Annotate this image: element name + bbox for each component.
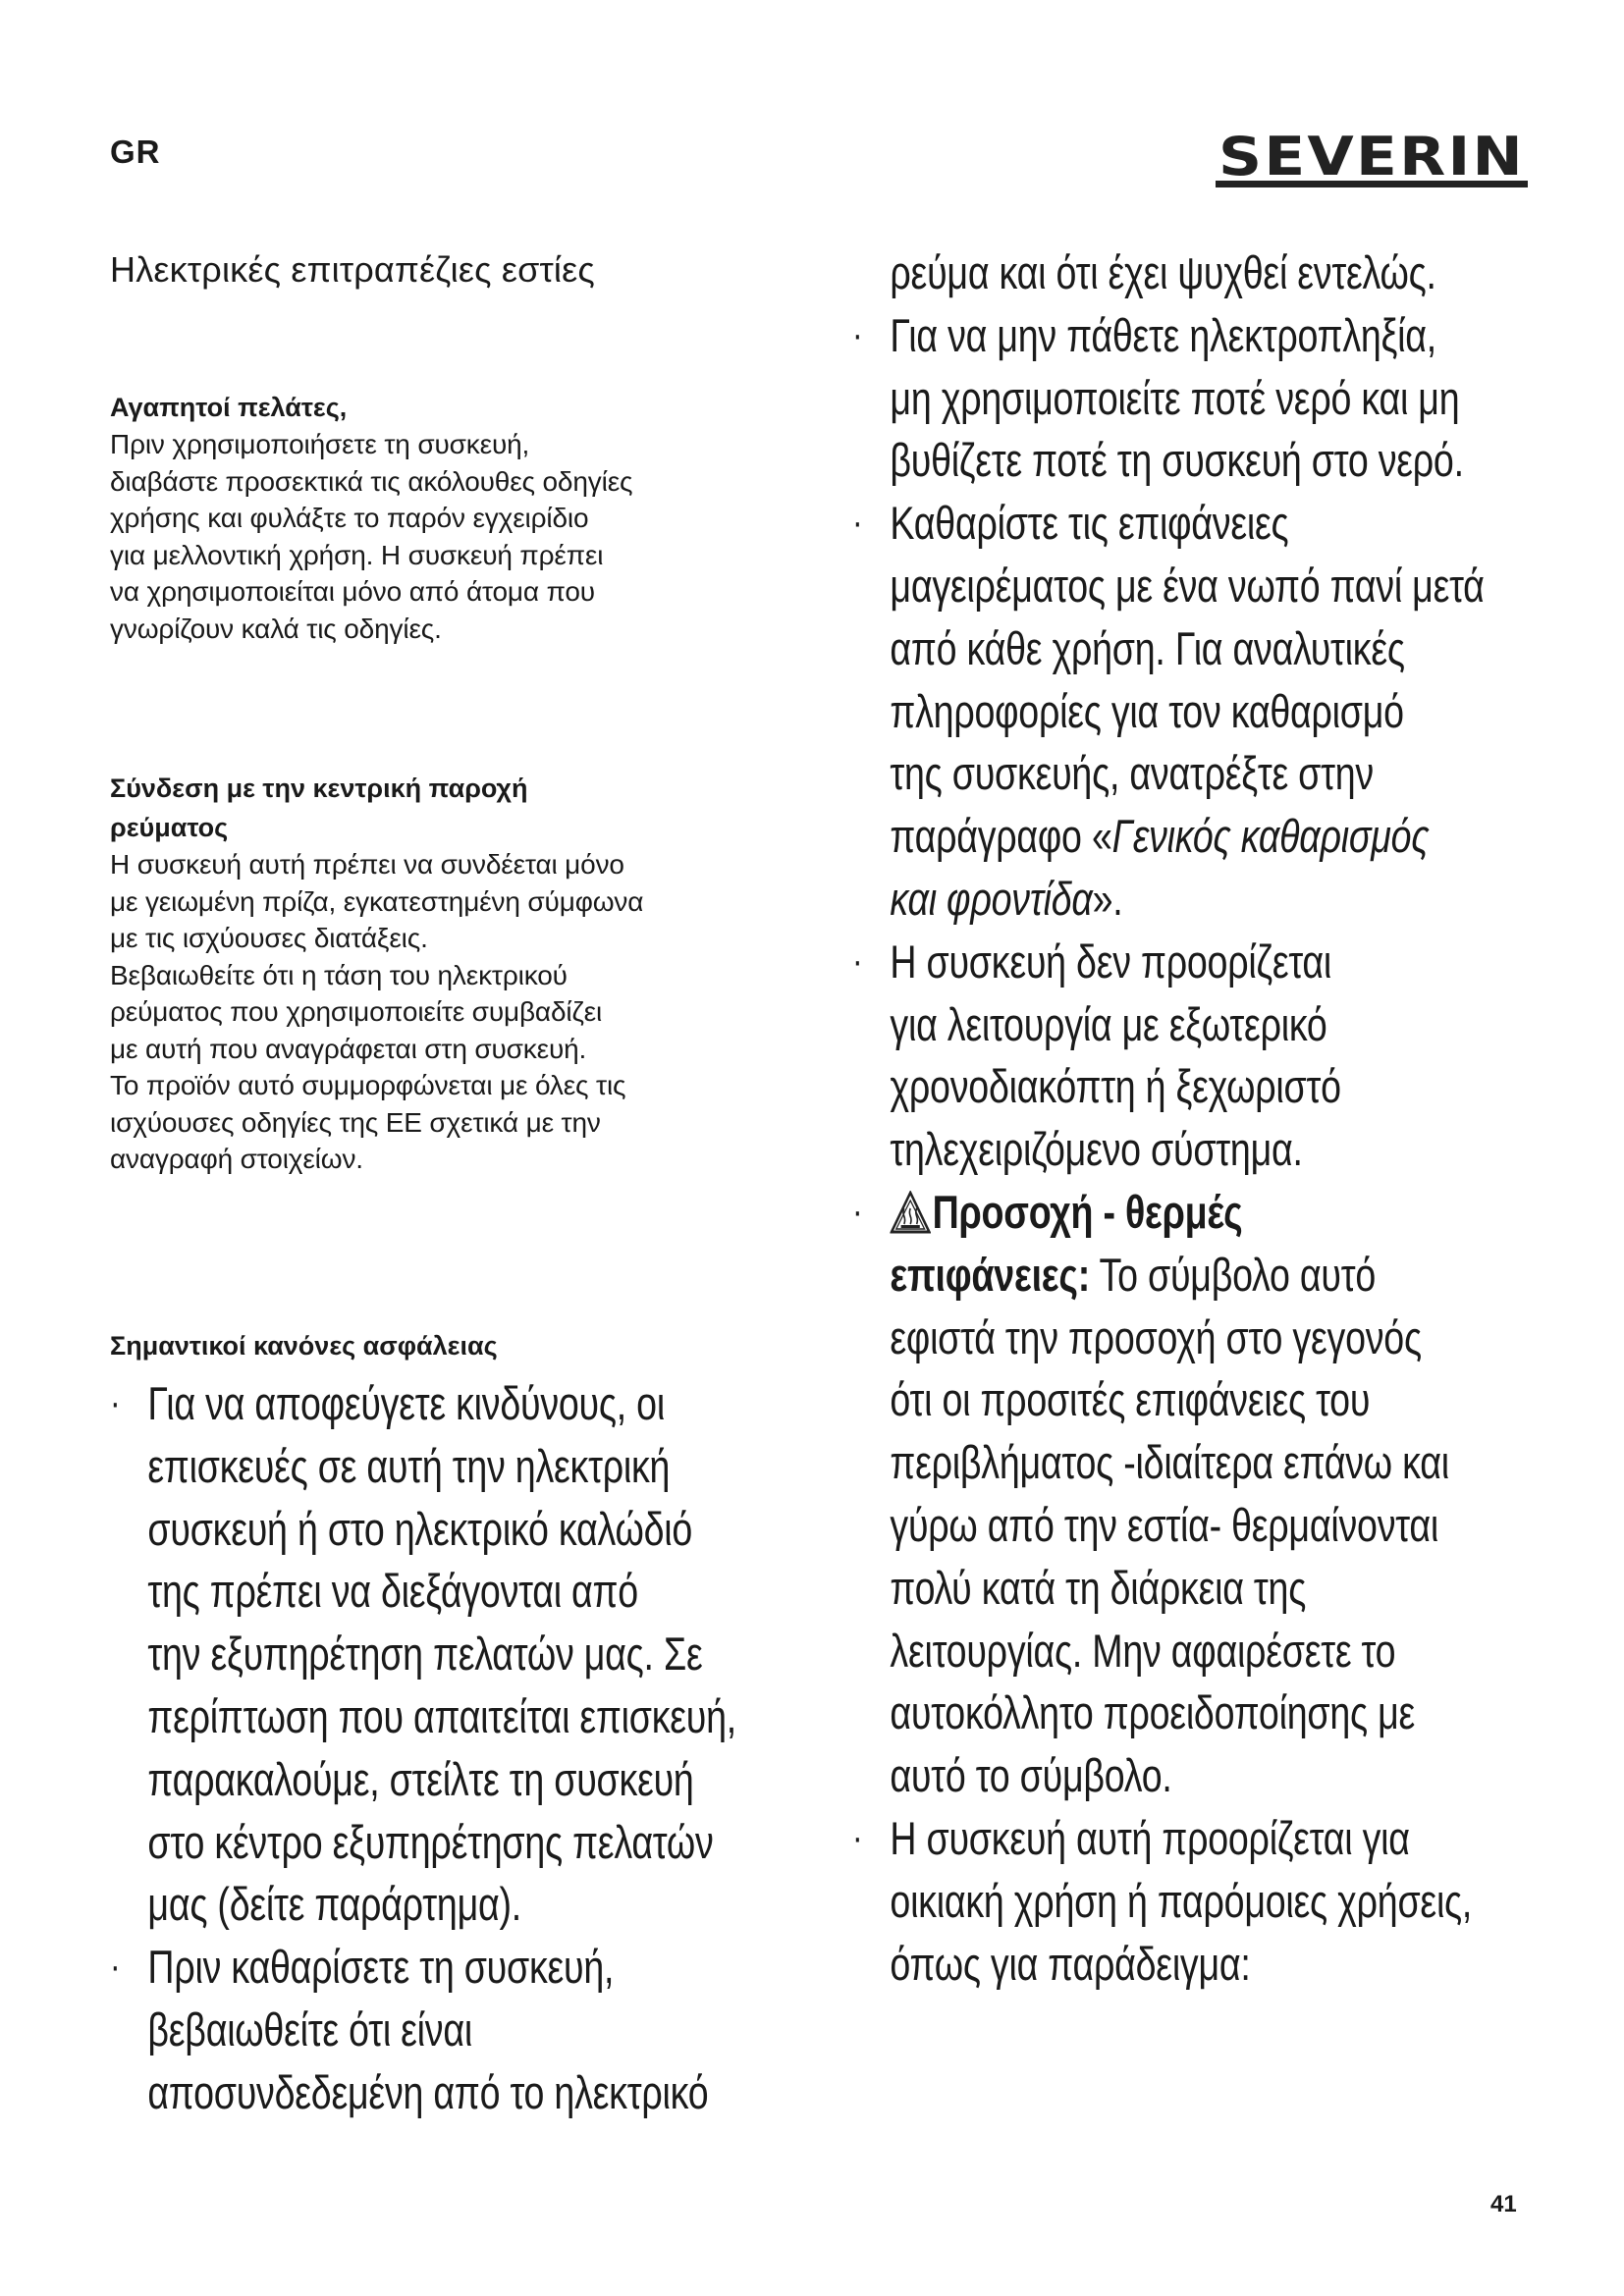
text-line: γύρω από την εστία- θερμαίνονται <box>890 1498 1438 1551</box>
bold-heading: Προσοχή - θερμές <box>932 1185 1243 1238</box>
page-number: 41 <box>1490 2191 1517 2217</box>
safety-bullets-left <box>110 1372 785 2124</box>
text-line <box>890 1181 1528 1244</box>
text-line: Πριν καθαρίσετε τη συσκευή, <box>147 1941 615 1994</box>
bullet-dot: · <box>852 1189 863 1233</box>
text-line: χρήσης και φυλάξτε το παρόν εγχειρίδιο <box>110 503 589 533</box>
bullet-item <box>852 1181 1528 1244</box>
text-line: περιβλήματος -ιδιαίτερα επάνω και <box>890 1436 1449 1489</box>
text-line: Το προϊόν αυτό συμμορφώνεται με όλες τις <box>110 1070 626 1100</box>
text-line: γνωρίζουν καλά τις οδηγίες. <box>110 613 442 644</box>
text-line: αυτό το σύμβολο. <box>890 1749 1172 1802</box>
language-code: GR <box>110 133 161 170</box>
text-line: μαγειρέματος με ένα νωπό πανί μετά <box>890 559 1485 612</box>
bullet-dot: · <box>852 312 863 356</box>
text-line: βεβαιωθείτε ότι είναι <box>147 2002 472 2056</box>
text-line: Η συσκευή δεν προορίζεται <box>890 934 1332 988</box>
text-line: πληροφορίες για τον καθαρισμό <box>890 684 1404 737</box>
connection-section <box>110 766 797 1178</box>
text-line: βυθίζετε ποτέ τη συσκευή στο νερό. <box>890 434 1464 487</box>
text-line <box>852 1244 1528 1307</box>
text-line: Η συσκευή αυτή πρέπει να συνδέεται μόνο <box>110 849 624 880</box>
text-line: διαβάστε προσεκτικά τις ακόλουθες οδηγίες <box>110 465 633 497</box>
bullet-item <box>852 304 1528 367</box>
text-line: την εξυπηρέτηση πελατών μας. Σε <box>147 1628 703 1681</box>
text-line <box>852 805 1528 868</box>
greeting-section <box>110 389 797 647</box>
text-line: όπως για παράδειγμα: <box>890 1937 1251 1990</box>
text-line: με αυτή που αναγράφεται στη συσκευή. <box>110 1033 587 1064</box>
bullet-dot: · <box>110 1945 121 1989</box>
text-line: μας (δείτε παράρτημα). <box>147 1878 521 1931</box>
bullet-dot: · <box>852 1815 863 1859</box>
text-line: παρακαλούμε, στείλτε τη συσκευή <box>147 1752 694 1805</box>
text-line: πολύ κατά τη διάρκεια της <box>890 1561 1307 1614</box>
text-line: Βεβαιωθείτε ότι η τάση του ηλεκτρικού <box>110 959 568 990</box>
bullet-item <box>852 492 1528 555</box>
greeting-text <box>110 426 797 647</box>
text-line: για λειτουργία με εξωτερικό <box>890 997 1327 1050</box>
severin-logo <box>1216 124 1528 194</box>
text-line: λειτουργίας. Μην αφαιρέσετε το <box>890 1624 1396 1677</box>
italic-reference: και φροντίδα <box>890 872 1093 925</box>
text-line: μη χρησιμοποιείτε ποτέ νερό και μη <box>890 371 1460 424</box>
safety-bullets-right <box>852 241 1528 1995</box>
text-line: με γειωμένη πρίζα, εγκατεστημένη σύμφωνα <box>110 885 644 917</box>
bullet-dot: · <box>852 938 863 983</box>
bold-heading: επιφάνειες: <box>890 1248 1090 1301</box>
text-line: για μελλοντική χρήση. Η συσκευή πρέπει <box>110 539 604 570</box>
text-line: αυτοκόλλητο προειδοποίησης με <box>890 1686 1416 1739</box>
text-fragment: παράγραφο « <box>890 810 1112 863</box>
bullet-dot: · <box>110 1381 121 1424</box>
text-line: ρεύμα και ότι έχει ψυχθεί εντελώς. <box>890 246 1436 298</box>
heading-line: Σύνδεση με την κεντρική παροχή <box>110 774 528 803</box>
text-line: Πριν χρησιμοποιήσετε τη συσκευή, <box>110 429 530 459</box>
text-line: στο κέντρο εξυπηρέτησης πελατών <box>147 1815 714 1868</box>
text-line: της πρέπει να διεξάγονται από <box>147 1565 638 1618</box>
greeting-heading: Αγαπητοί πελάτες, <box>110 393 348 422</box>
text-line: Για να μην πάθετε ηλεκτροπληξία, <box>890 308 1436 361</box>
page-title: Ηλεκτρικές επιτραπέζιες εστίες <box>110 249 595 290</box>
text-line: εφιστά την προσοχή στο γεγονός <box>890 1310 1422 1363</box>
text-line: να χρησιμοποιείται μόνο από άτομα που <box>110 576 595 607</box>
heading-line: ρεύματος <box>110 813 229 842</box>
text-fragment: Το σύμβολο αυτό <box>1089 1248 1377 1301</box>
bullet-item <box>852 1807 1528 1870</box>
text-line: οικιακή χρήση ή παρόμοιες χρήσεις, <box>890 1874 1473 1927</box>
text-line <box>852 868 1528 931</box>
italic-reference: Γενικός καθαρισμός <box>1111 810 1430 863</box>
text-line: Για να αποφεύγετε κινδύνους, οι <box>147 1377 665 1429</box>
bullet-item <box>852 931 1528 993</box>
text-line: τηλεχειριζόμενο σύστημα. <box>890 1123 1303 1176</box>
text-line: ότι οι προσιτές επιφάνειες του <box>890 1373 1371 1426</box>
text-line: αναγραφή στοιχείων. <box>110 1144 363 1174</box>
text-line: με τις ισχύουσες διατάξεις. <box>110 923 428 953</box>
text-line: ρεύματος που χρησιμοποιείτε συμβαδίζει <box>110 996 603 1027</box>
safety-heading: Σημαντικοί κανόνες ασφάλειας <box>110 1331 498 1361</box>
bullet-item <box>110 1372 785 1435</box>
text-line: συσκευή ή στο ηλεκτρικό καλώδιό <box>147 1502 693 1555</box>
hot-surface-warning-icon <box>890 1191 931 1234</box>
text-line: Καθαρίστε τις επιφάνειες <box>890 497 1289 550</box>
text-line: επισκευές σε αυτή την ηλεκτρική <box>147 1439 671 1492</box>
bullet-item <box>110 1936 785 1999</box>
connection-heading <box>110 766 797 850</box>
text-line: Η συσκευή αυτή προορίζεται για <box>890 1811 1410 1864</box>
text-line: της συσκευής, ανατρέξτε στην <box>890 747 1374 800</box>
connection-text <box>110 846 797 1178</box>
text-line: αποσυνδεδεμένη από το ηλεκτρικό <box>147 2065 709 2118</box>
text-line: χρονοδιακόπτη ή ξεχωριστό <box>890 1060 1341 1113</box>
text-line: περίπτωση που απαιτείται επισκευή, <box>147 1689 737 1742</box>
text-fragment: ». <box>1092 872 1123 925</box>
text-line: ισχύουσες οδηγίες της ΕΕ σχετικά με την <box>110 1106 601 1138</box>
severin-logo-text: SEVERIN <box>1218 126 1525 187</box>
text-line: από κάθε χρήση. Για αναλυτικές <box>890 621 1405 674</box>
bullet-dot: · <box>852 501 863 545</box>
